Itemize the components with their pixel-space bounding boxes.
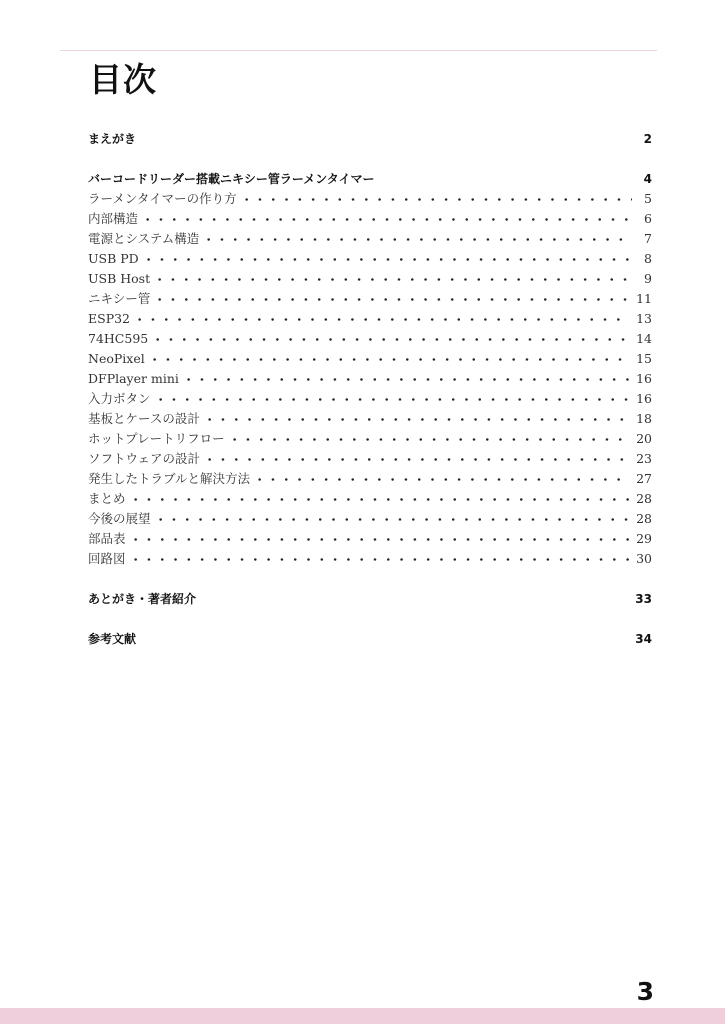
toc-entry-label: ニキシー管 bbox=[88, 289, 152, 309]
toc-leader bbox=[153, 389, 631, 409]
toc-entry-page: 2 bbox=[643, 132, 652, 146]
toc-leader bbox=[202, 449, 630, 469]
toc-entry-label: NeoPixel bbox=[88, 349, 147, 369]
toc-entry-chapter[interactable] bbox=[88, 169, 652, 189]
toc-entry-section[interactable] bbox=[88, 229, 652, 249]
toc-entry-label: まとめ bbox=[88, 489, 128, 509]
toc-entry-section[interactable] bbox=[88, 509, 652, 529]
toc-leader bbox=[138, 129, 632, 149]
toc-entry-label: バーコードリーダー搭載ニキシー管ラーメンタイマー bbox=[88, 169, 377, 189]
toc-entry-section[interactable] bbox=[88, 309, 652, 329]
page-title: 目次 bbox=[89, 60, 157, 99]
toc-entry-label: あとがき・著者紹介 bbox=[88, 589, 198, 609]
toc-entry-page: 16 bbox=[636, 391, 652, 406]
toc-entry-section[interactable] bbox=[88, 209, 652, 229]
toc-leader bbox=[132, 309, 630, 329]
toc-entry-label: まえがき bbox=[88, 129, 138, 149]
page-number: 3 bbox=[636, 977, 654, 1006]
toc-leader bbox=[153, 509, 631, 529]
toc-entry-section[interactable] bbox=[88, 409, 652, 429]
toc-entry-section[interactable] bbox=[88, 189, 652, 209]
toc-entry-label: 回路図 bbox=[88, 549, 128, 569]
toc-leader bbox=[128, 549, 631, 569]
toc-entry-page: 20 bbox=[636, 431, 652, 446]
toc-leader bbox=[239, 189, 632, 209]
toc-entry-label: 参考文献 bbox=[88, 629, 138, 649]
toc-leader bbox=[141, 249, 632, 269]
toc-leader bbox=[201, 229, 632, 249]
toc-entry-page: 4 bbox=[643, 172, 652, 186]
toc-entry-page: 30 bbox=[636, 551, 652, 566]
toc-entry-section[interactable] bbox=[88, 389, 652, 409]
toc-entry-section[interactable] bbox=[88, 449, 652, 469]
spacer bbox=[88, 569, 652, 589]
toc-entry-label: 内部構造 bbox=[88, 209, 140, 229]
toc-entry-page: 29 bbox=[636, 531, 652, 546]
spacer bbox=[88, 609, 652, 629]
toc-entry-page: 14 bbox=[636, 331, 652, 346]
toc-entry-page: 18 bbox=[636, 411, 652, 426]
toc-entry-afterword[interactable] bbox=[88, 589, 652, 609]
toc-entry-section[interactable] bbox=[88, 369, 652, 389]
toc-entry-label: DFPlayer mini bbox=[88, 369, 181, 389]
toc-entry-page: 15 bbox=[636, 351, 652, 366]
toc-entry-preface[interactable] bbox=[88, 129, 652, 149]
toc-leader bbox=[152, 269, 632, 289]
toc-entry-label: ラーメンタイマーの作り方 bbox=[88, 189, 239, 209]
toc-entry-page: 5 bbox=[644, 191, 652, 206]
toc-entry-section[interactable] bbox=[88, 269, 652, 289]
toc-entry-label: 今後の展望 bbox=[88, 509, 153, 529]
toc-entry-page: 7 bbox=[644, 231, 652, 246]
toc-leader bbox=[181, 369, 630, 389]
footer-band bbox=[0, 1008, 725, 1024]
toc-section-list bbox=[88, 189, 652, 569]
toc-leader bbox=[152, 289, 630, 309]
toc-entry-section[interactable] bbox=[88, 489, 652, 509]
toc-entry-page: 16 bbox=[636, 371, 652, 386]
toc-entry-page: 28 bbox=[636, 511, 652, 526]
toc-entry-label: 部品表 bbox=[88, 529, 128, 549]
table-of-contents bbox=[88, 129, 652, 649]
toc-entry-label: USB PD bbox=[88, 249, 141, 269]
toc-entry-section[interactable] bbox=[88, 289, 652, 309]
toc-entry-page: 11 bbox=[636, 291, 652, 306]
toc-entry-section[interactable] bbox=[88, 349, 652, 369]
toc-leader bbox=[377, 169, 632, 189]
toc-entry-page: 8 bbox=[644, 251, 652, 266]
toc-entry-page: 27 bbox=[636, 471, 652, 486]
toc-entry-section[interactable] bbox=[88, 549, 652, 569]
header-rule bbox=[60, 50, 657, 51]
toc-entry-section[interactable] bbox=[88, 529, 652, 549]
toc-leader bbox=[198, 589, 629, 609]
toc-leader bbox=[252, 469, 630, 489]
toc-entry-section[interactable] bbox=[88, 329, 652, 349]
toc-entry-references[interactable] bbox=[88, 629, 652, 649]
toc-entry-label: 入力ボタン bbox=[88, 389, 153, 409]
toc-leader bbox=[202, 409, 630, 429]
toc-leader bbox=[150, 329, 630, 349]
toc-entry-section[interactable] bbox=[88, 469, 652, 489]
toc-leader bbox=[138, 629, 629, 649]
toc-leader bbox=[128, 529, 631, 549]
toc-leader bbox=[128, 489, 631, 509]
toc-entry-page: 34 bbox=[635, 632, 652, 646]
toc-entry-page: 13 bbox=[636, 311, 652, 326]
toc-entry-page: 23 bbox=[636, 451, 652, 466]
toc-entry-label: USB Host bbox=[88, 269, 152, 289]
toc-entry-label: 発生したトラブルと解決方法 bbox=[88, 469, 252, 489]
toc-entry-section[interactable] bbox=[88, 429, 652, 449]
toc-entry-section[interactable] bbox=[88, 249, 652, 269]
toc-entry-page: 33 bbox=[635, 592, 652, 606]
toc-entry-label: 電源とシステム構造 bbox=[88, 229, 201, 249]
spacer bbox=[88, 149, 652, 169]
toc-entry-label: 基板とケースの設計 bbox=[88, 409, 202, 429]
toc-entry-label: ホットプレートリフロー bbox=[88, 429, 227, 449]
toc-leader bbox=[147, 349, 630, 369]
toc-leader bbox=[140, 209, 632, 229]
toc-entry-page: 9 bbox=[644, 271, 652, 286]
toc-entry-label: ソフトウェアの設計 bbox=[88, 449, 202, 469]
toc-entry-page: 28 bbox=[636, 491, 652, 506]
toc-entry-page: 6 bbox=[644, 211, 652, 226]
toc-entry-label: ESP32 bbox=[88, 309, 132, 329]
toc-leader bbox=[227, 429, 630, 449]
toc-entry-label: 74HC595 bbox=[88, 329, 150, 349]
